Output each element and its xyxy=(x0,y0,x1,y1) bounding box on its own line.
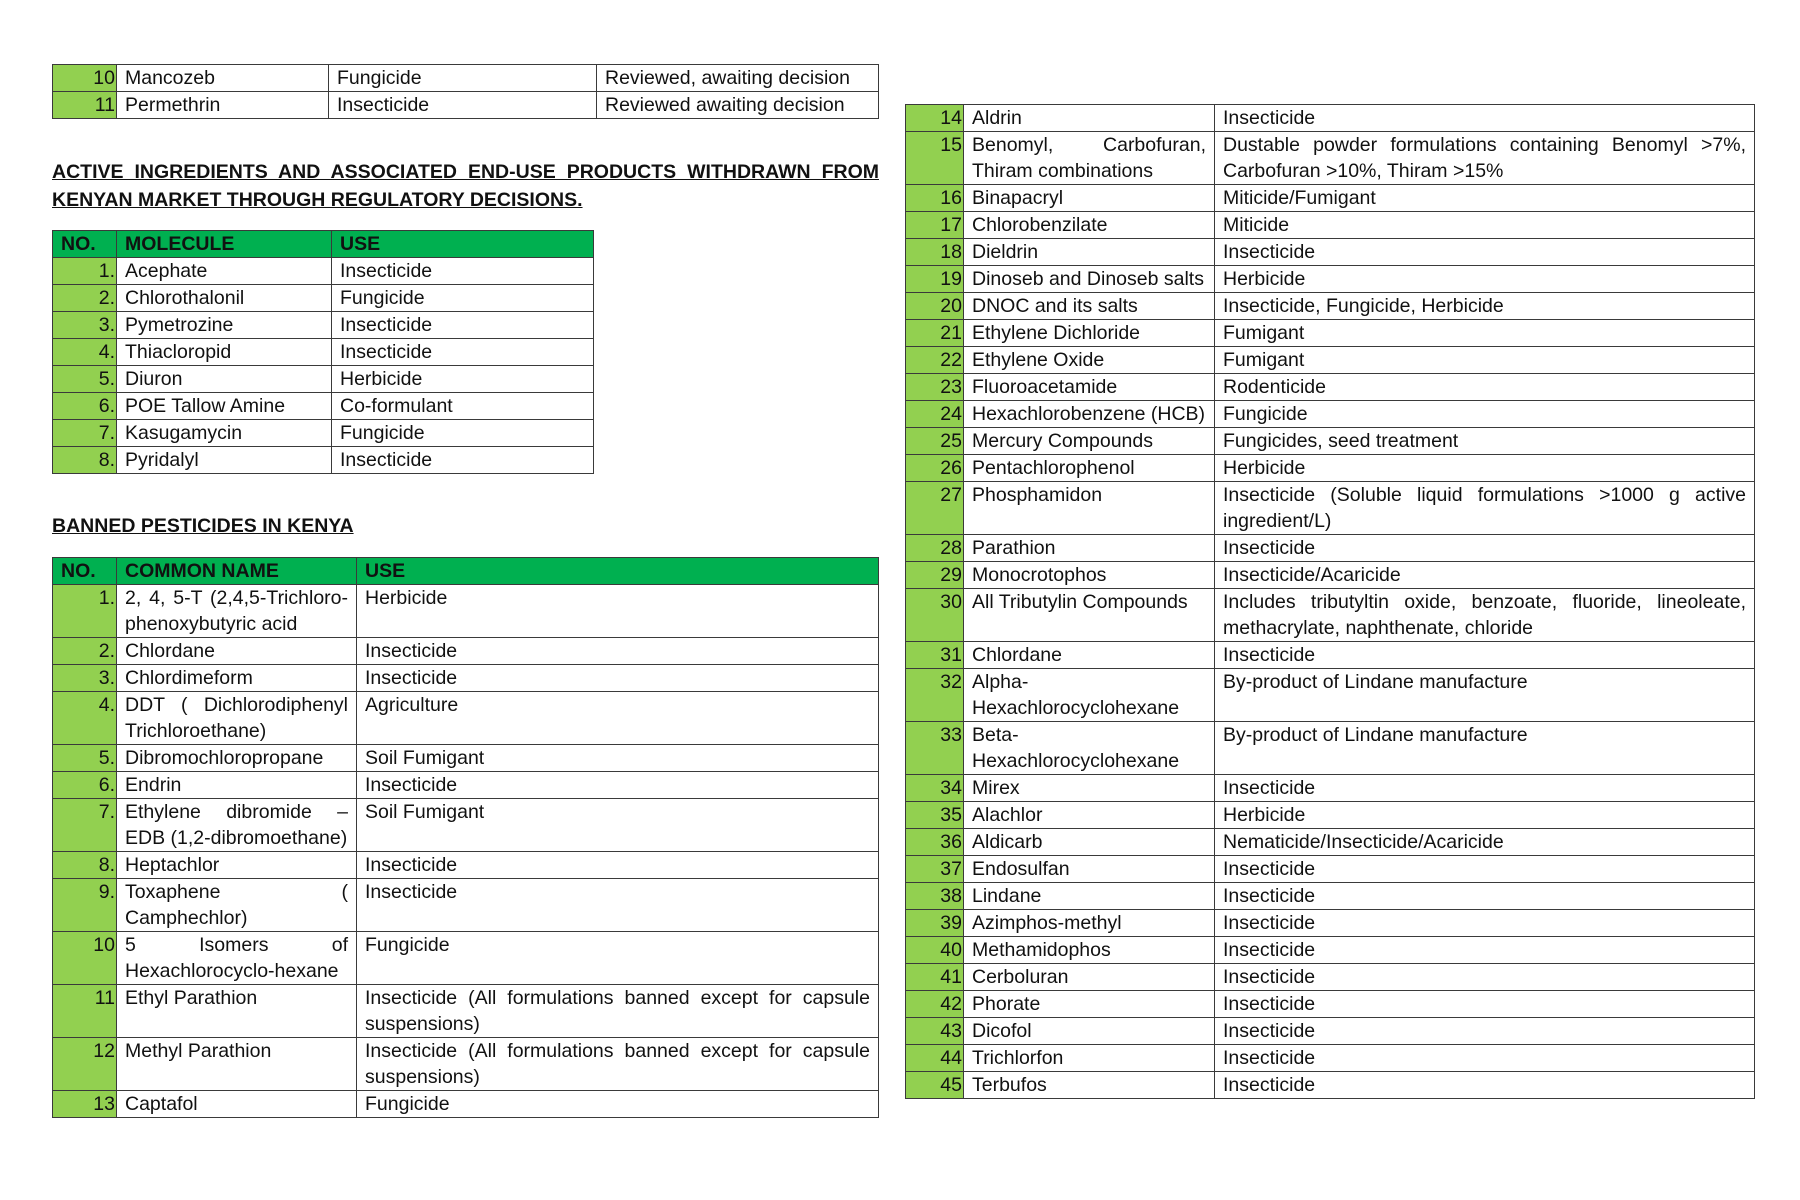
banned-heading-text: BANNED PESTICIDES IN KENYA xyxy=(52,515,354,537)
cell-no: 6. xyxy=(53,772,117,799)
cell-no: 1. xyxy=(53,585,117,638)
table-row xyxy=(906,401,1755,428)
cell-no: 30 xyxy=(906,589,964,642)
table-row xyxy=(53,312,594,339)
cell-no: 2. xyxy=(53,285,117,312)
cell-name: Ethyl Parathion xyxy=(117,985,357,1038)
cell-name: Hexachlorobenzene (HCB) xyxy=(964,401,1215,428)
column-header-use: USE xyxy=(357,558,879,585)
cell-name: Aldrin xyxy=(964,105,1215,132)
cell-name: Cerboluran xyxy=(964,964,1215,991)
cell-no: 33 xyxy=(906,722,964,775)
table-row xyxy=(53,92,879,119)
table-row xyxy=(906,964,1755,991)
cell-name: Pentachlorophenol xyxy=(964,455,1215,482)
cell-name: Phosphamidon xyxy=(964,482,1215,535)
cell-no: 13 xyxy=(53,1091,117,1118)
cell-no: 22 xyxy=(906,347,964,374)
cell-name: POE Tallow Amine xyxy=(117,393,332,420)
table-row xyxy=(906,455,1755,482)
cell-name: Acephate xyxy=(117,258,332,285)
cell-no: 40 xyxy=(906,937,964,964)
cell-use: Herbicide xyxy=(1215,455,1755,482)
table-row xyxy=(906,266,1755,293)
banned-table-body xyxy=(53,585,879,1118)
table-row xyxy=(906,991,1755,1018)
cell-use: Herbicide xyxy=(357,585,879,638)
cell-use: Insecticide (All formulations banned except for capsule suspensions) xyxy=(357,985,879,1038)
table-row xyxy=(906,1018,1755,1045)
cell-use: Insecticide xyxy=(1215,535,1755,562)
cell-name: Fluoroacetamide xyxy=(964,374,1215,401)
banned-heading xyxy=(52,512,354,540)
cell-use: Insecticide xyxy=(1215,937,1755,964)
cell-use: By-product of Lindane manufacture xyxy=(1215,669,1755,722)
table-row xyxy=(906,374,1755,401)
column-header-no: NO. xyxy=(53,558,117,585)
table-row xyxy=(906,589,1755,642)
withdrawn-heading-line2: KENYAN MARKET THROUGH REGULATORY DECISIONS. xyxy=(52,189,583,211)
cell-name: Methamidophos xyxy=(964,937,1215,964)
table-row xyxy=(906,642,1755,669)
table-row xyxy=(53,393,594,420)
cell-use: Includes tributyltin oxide, benzoate, fluoride, lineoleate, methacrylate, naphthenate, chloride xyxy=(1215,589,1755,642)
cell-name: Trichlorfon xyxy=(964,1045,1215,1072)
table-row xyxy=(53,879,879,932)
cell-use: Insecticide xyxy=(357,665,879,692)
cell-use: Insecticide xyxy=(332,258,594,285)
cell-use: Soil Fumigant xyxy=(357,745,879,772)
cell-status: Reviewed awaiting decision xyxy=(597,92,879,119)
cell-no: 43 xyxy=(906,1018,964,1045)
cell-use: Agriculture xyxy=(357,692,879,745)
cell-name: Heptachlor xyxy=(117,852,357,879)
cell-no: 4. xyxy=(53,339,117,366)
cell-use: Insecticide xyxy=(1215,1045,1755,1072)
cell-use: Insecticide xyxy=(329,92,597,119)
cell-use: Fumigant xyxy=(1215,347,1755,374)
table-row xyxy=(906,293,1755,320)
cell-no: 45 xyxy=(906,1072,964,1099)
table-row xyxy=(906,347,1755,374)
cell-use: Insecticide xyxy=(357,772,879,799)
review-status-table xyxy=(52,64,879,119)
cell-no: 10 xyxy=(53,932,117,985)
cell-use: Insecticide xyxy=(1215,910,1755,937)
cell-name: Phorate xyxy=(964,991,1215,1018)
review-table-body xyxy=(53,65,879,119)
cell-use: Insecticide xyxy=(1215,642,1755,669)
table-row xyxy=(906,910,1755,937)
cell-name: Pymetrozine xyxy=(117,312,332,339)
cell-name: DNOC and its salts xyxy=(964,293,1215,320)
table-row xyxy=(53,852,879,879)
cell-no: 4. xyxy=(53,692,117,745)
table-row xyxy=(906,829,1755,856)
cell-no: 28 xyxy=(906,535,964,562)
cell-use: Insecticide (Soluble liquid formulations >1000 g active ingredient/L) xyxy=(1215,482,1755,535)
cell-no: 29 xyxy=(906,562,964,589)
cell-use: Insecticide xyxy=(332,447,594,474)
cell-name: Chlorothalonil xyxy=(117,285,332,312)
withdrawn-heading-2 xyxy=(52,186,583,214)
cell-no: 38 xyxy=(906,883,964,910)
cell-use: Herbicide xyxy=(1215,802,1755,829)
cell-no: 14 xyxy=(906,105,964,132)
cell-use: Insecticide xyxy=(357,879,879,932)
cell-no: 6. xyxy=(53,393,117,420)
cell-name: Dicofol xyxy=(964,1018,1215,1045)
column-header-molecule: MOLECULE xyxy=(117,231,332,258)
cell-name: Beta-Hexachlorocyclohexane xyxy=(964,722,1215,775)
cell-no: 34 xyxy=(906,775,964,802)
table-row xyxy=(53,258,594,285)
table-row xyxy=(53,1091,879,1118)
table-row xyxy=(906,428,1755,455)
banned-pesticides-table xyxy=(52,557,879,1118)
cell-use: Insecticide xyxy=(1215,105,1755,132)
cell-name: Thiacloropid xyxy=(117,339,332,366)
cell-no: 1. xyxy=(53,258,117,285)
cell-no: 7. xyxy=(53,799,117,852)
cell-no: 39 xyxy=(906,910,964,937)
cell-use: Fungicide xyxy=(332,420,594,447)
cell-no: 37 xyxy=(906,856,964,883)
table-row xyxy=(53,585,879,638)
cell-no: 3. xyxy=(53,665,117,692)
table-row xyxy=(906,1072,1755,1099)
cell-use: Fumigant xyxy=(1215,320,1755,347)
cell-no: 18 xyxy=(906,239,964,266)
table-row xyxy=(53,745,879,772)
cell-use: Insecticide xyxy=(357,638,879,665)
cell-no: 16 xyxy=(906,185,964,212)
cell-name: Alachlor xyxy=(964,802,1215,829)
cell-use: Insecticide xyxy=(332,312,594,339)
cell-no: 5. xyxy=(53,745,117,772)
withdrawn-table-body xyxy=(53,258,594,474)
table-row xyxy=(906,856,1755,883)
cell-name: Chlordane xyxy=(964,642,1215,669)
table-row xyxy=(906,937,1755,964)
cell-use: Insecticide xyxy=(1215,991,1755,1018)
cell-name: Parathion xyxy=(964,535,1215,562)
cell-name: Aldicarb xyxy=(964,829,1215,856)
cell-name: Dibromochloropropane xyxy=(117,745,357,772)
cell-name: Terbufos xyxy=(964,1072,1215,1099)
cell-name: 5 Isomers of Hexachlorocyclo-hexane xyxy=(117,932,357,985)
cell-use: Insecticide xyxy=(1215,239,1755,266)
table-row xyxy=(53,366,594,393)
cell-name: Chlordimeform xyxy=(117,665,357,692)
cell-name: Alpha-Hexachlorocyclohexane xyxy=(964,669,1215,722)
cell-use: Fungicide xyxy=(357,1091,879,1118)
cell-name: Mirex xyxy=(964,775,1215,802)
cell-name: Binapacryl xyxy=(964,185,1215,212)
cell-no: 9. xyxy=(53,879,117,932)
table-header-row xyxy=(53,558,879,585)
cell-no: 27 xyxy=(906,482,964,535)
cell-use: Insecticide/Acaricide xyxy=(1215,562,1755,589)
cell-use: Herbicide xyxy=(332,366,594,393)
table-row xyxy=(906,883,1755,910)
column-header-use: USE xyxy=(332,231,594,258)
cell-use: Fungicides, seed treatment xyxy=(1215,428,1755,455)
table-row xyxy=(53,420,594,447)
cell-no: 10 xyxy=(53,65,117,92)
table-row xyxy=(53,638,879,665)
cell-use: Insecticide (All formulations banned except for capsule suspensions) xyxy=(357,1038,879,1091)
table-row xyxy=(53,799,879,852)
cell-no: 17 xyxy=(906,212,964,239)
cell-name: Ethylene Oxide xyxy=(964,347,1215,374)
table-row xyxy=(906,132,1755,185)
cell-no: 5. xyxy=(53,366,117,393)
table-row xyxy=(906,535,1755,562)
table-row xyxy=(906,212,1755,239)
cell-use: Fungicide xyxy=(332,285,594,312)
cell-use: Insecticide xyxy=(1215,883,1755,910)
table-row xyxy=(53,932,879,985)
cell-use: Miticide/Fumigant xyxy=(1215,185,1755,212)
cell-no: 42 xyxy=(906,991,964,1018)
cell-no: 36 xyxy=(906,829,964,856)
table-row xyxy=(53,65,879,92)
cell-no: 26 xyxy=(906,455,964,482)
cell-use: Insecticide xyxy=(1215,1018,1755,1045)
cell-name: Chlorobenzilate xyxy=(964,212,1215,239)
cell-name: Permethrin xyxy=(117,92,329,119)
cell-name: Chlordane xyxy=(117,638,357,665)
cell-no: 19 xyxy=(906,266,964,293)
cell-name: Mancozeb xyxy=(117,65,329,92)
cell-use: Fungicide xyxy=(329,65,597,92)
cell-name: Dieldrin xyxy=(964,239,1215,266)
banned-continued-table-body xyxy=(906,105,1755,1099)
table-row xyxy=(906,562,1755,589)
cell-name: All Tributylin Compounds xyxy=(964,589,1215,642)
cell-use: Miticide xyxy=(1215,212,1755,239)
cell-no: 11 xyxy=(53,92,117,119)
cell-no: 11 xyxy=(53,985,117,1038)
table-row xyxy=(53,692,879,745)
withdrawn-heading xyxy=(52,158,879,186)
cell-name: Ethylene dibromide – EDB (1,2-dibromoethane) xyxy=(117,799,357,852)
withdrawn-heading-line1: ACTIVE INGREDIENTS AND ASSOCIATED END-USE PRODUCTS WITHDRAWN FROM xyxy=(52,161,879,183)
column-header-common-name: COMMON NAME xyxy=(117,558,357,585)
cell-no: 25 xyxy=(906,428,964,455)
cell-name: Mercury Compounds xyxy=(964,428,1215,455)
table-row xyxy=(53,285,594,312)
table-header-row xyxy=(53,231,594,258)
cell-name: Diuron xyxy=(117,366,332,393)
cell-no: 8. xyxy=(53,852,117,879)
cell-name: Pyridalyl xyxy=(117,447,332,474)
cell-no: 2. xyxy=(53,638,117,665)
table-row xyxy=(906,775,1755,802)
cell-no: 44 xyxy=(906,1045,964,1072)
table-row xyxy=(906,320,1755,347)
cell-name: DDT ( Dichlorodiphenyl Trichloroethane) xyxy=(117,692,357,745)
cell-name: Ethylene Dichloride xyxy=(964,320,1215,347)
cell-name: Kasugamycin xyxy=(117,420,332,447)
cell-no: 20 xyxy=(906,293,964,320)
cell-name: Methyl Parathion xyxy=(117,1038,357,1091)
table-row xyxy=(906,239,1755,266)
cell-no: 24 xyxy=(906,401,964,428)
table-row xyxy=(906,185,1755,212)
cell-use: Soil Fumigant xyxy=(357,799,879,852)
cell-no: 12 xyxy=(53,1038,117,1091)
banned-pesticides-table-continued xyxy=(905,104,1755,1099)
cell-use: Fungicide xyxy=(357,932,879,985)
table-row xyxy=(906,669,1755,722)
cell-no: 7. xyxy=(53,420,117,447)
table-row xyxy=(906,722,1755,775)
cell-no: 15 xyxy=(906,132,964,185)
cell-use: Insecticide xyxy=(1215,964,1755,991)
cell-use: Herbicide xyxy=(1215,266,1755,293)
table-row xyxy=(906,105,1755,132)
cell-status: Reviewed, awaiting decision xyxy=(597,65,879,92)
cell-no: 41 xyxy=(906,964,964,991)
cell-use: Dustable powder formulations containing Benomyl >7%, Carbofuran >10%, Thiram >15% xyxy=(1215,132,1755,185)
cell-no: 23 xyxy=(906,374,964,401)
cell-use: Insecticide xyxy=(1215,856,1755,883)
cell-name: Lindane xyxy=(964,883,1215,910)
cell-name: Azimphos-methyl xyxy=(964,910,1215,937)
cell-use: Insecticide xyxy=(1215,1072,1755,1099)
table-row xyxy=(53,985,879,1038)
cell-no: 3. xyxy=(53,312,117,339)
cell-use: Insecticide xyxy=(357,852,879,879)
cell-no: 21 xyxy=(906,320,964,347)
cell-no: 31 xyxy=(906,642,964,669)
cell-use: Insecticide, Fungicide, Herbicide xyxy=(1215,293,1755,320)
cell-name: Dinoseb and Dinoseb salts xyxy=(964,266,1215,293)
cell-use: Insecticide xyxy=(332,339,594,366)
cell-name: Benomyl, Carbofuran, Thiram combinations xyxy=(964,132,1215,185)
cell-no: 35 xyxy=(906,802,964,829)
table-row xyxy=(53,772,879,799)
cell-name: 2, 4, 5-T (2,4,5-Trichloro-phenoxybutyric acid xyxy=(117,585,357,638)
cell-use: Insecticide xyxy=(1215,775,1755,802)
cell-name: Endosulfan xyxy=(964,856,1215,883)
cell-use: By-product of Lindane manufacture xyxy=(1215,722,1755,775)
table-row xyxy=(53,1038,879,1091)
cell-use: Nematicide/Insecticide/Acaricide xyxy=(1215,829,1755,856)
cell-use: Rodenticide xyxy=(1215,374,1755,401)
column-header-no: NO. xyxy=(53,231,117,258)
cell-use: Co-formulant xyxy=(332,393,594,420)
cell-no: 8. xyxy=(53,447,117,474)
table-row xyxy=(906,1045,1755,1072)
table-row xyxy=(53,447,594,474)
cell-name: Captafol xyxy=(117,1091,357,1118)
table-row xyxy=(906,802,1755,829)
table-row xyxy=(53,665,879,692)
cell-use: Fungicide xyxy=(1215,401,1755,428)
table-row xyxy=(906,482,1755,535)
withdrawn-molecules-table xyxy=(52,230,594,474)
cell-name: Endrin xyxy=(117,772,357,799)
cell-name: Monocrotophos xyxy=(964,562,1215,589)
cell-no: 32 xyxy=(906,669,964,722)
table-row xyxy=(53,339,594,366)
cell-name: Toxaphene ( Camphechlor) xyxy=(117,879,357,932)
